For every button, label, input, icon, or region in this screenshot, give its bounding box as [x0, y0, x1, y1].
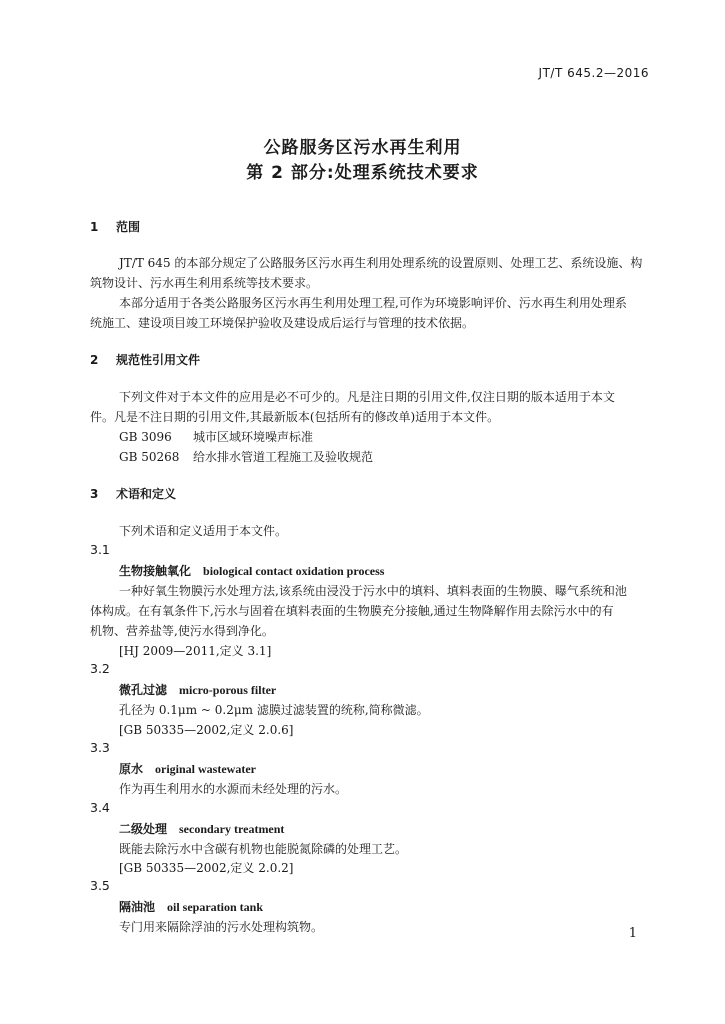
term-definition-line: 机物、营养盐等,使污水得到净化。: [90, 624, 274, 638]
paragraph-line: 统施工、建设项目竣工环境保护验收及建设成后运行与管理的技术依据。: [90, 316, 475, 330]
section-number: 1: [90, 220, 99, 234]
term-name: [119, 898, 263, 915]
section-title: 术语和定义: [116, 487, 177, 501]
reference-entry: [119, 428, 313, 445]
term-number: 3.2: [90, 661, 110, 676]
term-chinese: 隔油池: [119, 900, 156, 914]
reference-code: GB 50268: [119, 450, 180, 464]
section-2-heading: [90, 351, 200, 368]
term-chinese: 生物接触氧化: [119, 564, 192, 578]
term-english: secondary treatment: [179, 822, 285, 836]
term-english: original wastewater: [155, 762, 256, 776]
section-1-heading: [90, 218, 140, 235]
paragraph-line: 本部分适用于各类公路服务区污水再生利用处理工程,可作为环境影响评价、污水再生利用处理系: [119, 296, 627, 310]
term-source: [GB 50335—2002,定义 2.0.2]: [119, 861, 294, 875]
term-number: 3.1: [90, 542, 110, 557]
section-number: 2: [90, 353, 99, 367]
section-title: 规范性引用文件: [116, 353, 201, 367]
term-name: [119, 820, 284, 837]
term-english: biological contact oxidation process: [203, 564, 385, 578]
page-number: 1: [628, 926, 637, 941]
term-definition-line: 一种好氧生物膜污水处理方法,该系统由浸没于污水中的填料、填料表面的生物膜、曝气系统和池: [119, 584, 627, 598]
standard-code: JT/T 645.2—2016: [538, 66, 649, 80]
paragraph-line: 下列文件对于本文件的应用是必不可少的。凡是注日期的引用文件,仅注日期的版本适用于本文: [119, 390, 615, 404]
term-name: [119, 681, 276, 698]
term-number: 3.4: [90, 800, 110, 815]
term-number: 3.5: [90, 878, 110, 893]
term-number: 3.3: [90, 740, 110, 755]
term-chinese: 二级处理: [119, 822, 168, 836]
reference-code: GB 3096: [119, 430, 172, 444]
reference-name: 城市区域环境噪声标准: [193, 430, 314, 444]
reference-entry: [119, 448, 373, 465]
term-definition-line: 孔径为 0.1μm ~ 0.2μm 滤膜过滤装置的统称,简称微滤。: [119, 703, 429, 717]
section-number: 3: [90, 487, 99, 501]
document-title-line-2: 第 2 部分:处理系统技术要求: [246, 163, 479, 183]
term-source: [HJ 2009—2011,定义 3.1]: [119, 644, 272, 658]
term-name: [119, 562, 384, 579]
term-chinese: 微孔过滤: [119, 683, 168, 697]
term-definition-line: 专门用来隔除浮油的污水处理构筑物。: [119, 920, 324, 934]
paragraph-line: 下列术语和定义适用于本文件。: [119, 524, 288, 538]
term-source: [GB 50335—2002,定义 2.0.6]: [119, 723, 294, 737]
document-title-line-1: 公路服务区污水再生利用: [263, 138, 462, 158]
term-definition-line: 既能去除污水中含碳有机物也能脱氮除磷的处理工艺。: [119, 842, 408, 856]
paragraph-line: 筑物设计、污水再生利用系统等技术要求。: [90, 276, 319, 290]
section-title: 范围: [116, 220, 141, 234]
term-english: oil separation tank: [167, 900, 264, 914]
section-3-heading: [90, 485, 176, 502]
reference-name: 给水排水管道工程施工及验收规范: [193, 450, 374, 464]
term-chinese: 原水: [119, 762, 144, 776]
term-english: micro-porous filter: [179, 683, 277, 697]
term-name: [119, 760, 256, 777]
paragraph-line: JT/T 645 的本部分规定了公路服务区污水再生利用处理系统的设置原则、处理工艺、系统设施、构: [119, 256, 643, 270]
term-definition-line: 作为再生利用水的水源而未经处理的污水。: [119, 782, 348, 796]
paragraph-line: 件。凡是不注日期的引用文件,其最新版本(包括所有的修改单)适用于本文件。: [90, 410, 500, 424]
term-definition-line: 体构成。在有氧条件下,污水与固着在填料表面的生物膜充分接触,通过生物降解作用去除污水中的有: [90, 604, 614, 618]
